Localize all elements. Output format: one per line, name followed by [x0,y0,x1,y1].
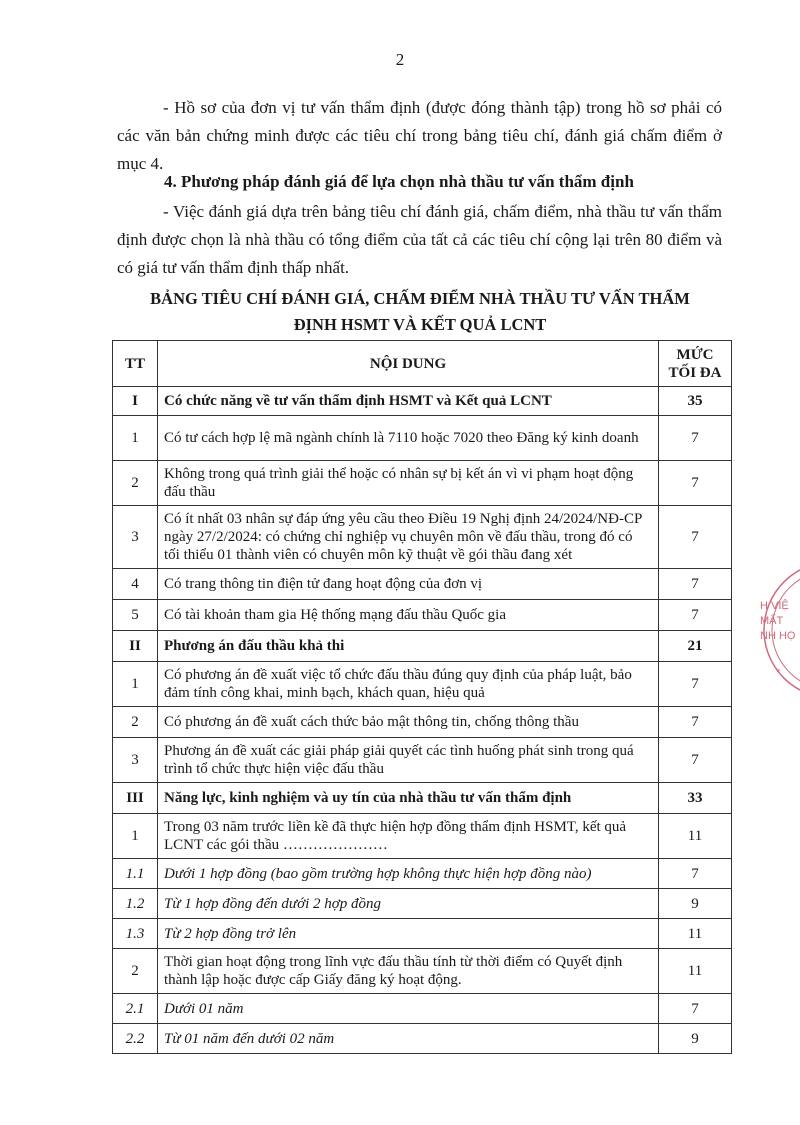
row-content: Có trang thông tin điện tử đang hoạt động của đơn vị [158,569,659,600]
row-tt: 4 [113,569,158,600]
row-content: Từ 2 hợp đồng trở lên [158,919,659,949]
row-points: 7 [659,662,732,707]
row-content: Trong 03 năm trước liền kề đã thực hiện hợp đồng thẩm định HSMT, kết quả LCNT các gói thầu ………………… [158,814,659,859]
row-tt: 3 [113,738,158,783]
seal-text-2: MẤT [760,615,784,627]
row-points: 35 [659,387,732,416]
row-content: Có chức năng về tư vấn thẩm định HSMT và Kết quả LCNT [158,387,659,416]
seal-text-1: H VIỆ [760,600,789,612]
row-tt: 1 [113,416,158,461]
row-tt: 2 [113,707,158,738]
row-points: 7 [659,994,732,1024]
table-title-line-2: ĐỊNH HSMT VÀ KẾT QUẢ LCNT [293,315,547,334]
table-row [113,994,732,1024]
row-content: Dưới 01 năm [158,994,659,1024]
section-heading-4: 4. Phương pháp đánh giá để lựa chọn nhà thầu tư vấn thẩm định [164,172,634,191]
seal-star: * [776,667,781,679]
row-content: Thời gian hoạt động trong lĩnh vực đấu thầu tính từ thời điểm có Quyết định thành lập hoặc được cấp Giấy đăng ký hoạt động. [158,949,659,994]
header-points [659,341,732,387]
row-tt: II [113,631,158,662]
table-row [113,919,732,949]
row-content: Năng lực, kinh nghiệm và uy tín của nhà thầu tư vấn thẩm định [158,783,659,814]
row-points: 7 [659,416,732,461]
table-title-line-1: BẢNG TIÊU CHÍ ĐÁNH GIÁ, CHẤM ĐIỂM NHÀ THẦU TƯ VẤN THẨM [150,289,690,308]
row-tt: 1.2 [113,889,158,919]
table-row [113,631,732,662]
row-tt: 2 [113,461,158,506]
criteria-table [112,340,732,1054]
row-content: Không trong quá trình giải thể hoặc có nhân sự bị kết án vì vi phạm hoạt động đấu thầu [158,461,659,506]
table-row [113,662,732,707]
table-row [113,859,732,889]
row-tt: 3 [113,506,158,569]
table-row [113,387,732,416]
red-seal-stamp [752,555,800,705]
row-tt: 2.1 [113,994,158,1024]
table-row [113,814,732,859]
table-row [113,738,732,783]
row-points: 7 [659,569,732,600]
table-row [113,707,732,738]
row-points: 11 [659,814,732,859]
row-content: Có phương án đề xuất việc tổ chức đấu thầu đúng quy định của pháp luật, bảo đảm tính công khai, minh bạch, khách quan, hiệu quả [158,662,659,707]
paragraph-evaluation: - Việc đánh giá dựa trên bảng tiêu chí đánh giá, chấm điểm, nhà thầu tư vấn thẩm định được chọn là nhà thầu có tổng điểm của tất cả các tiêu chí cộng lại trên 80 điểm và có giá tư vấn thẩm định thấp nhất. [117,202,722,277]
table-row [113,569,732,600]
header-tt: TT [113,341,158,387]
header-points-line-1: MỨC [676,346,714,363]
row-points: 21 [659,631,732,662]
row-content: Có ít nhất 03 nhân sự đáp ứng yêu cầu theo Điều 19 Nghị định 24/2024/NĐ-CP ngày 27/2/2024: có chứng chỉ nghiệp vụ chuyên môn về đấu thầu, trong đó có tối thiểu 01 thành viên có chuyên môn kỹ thuật về gói thầu đang xét [158,506,659,569]
row-points: 9 [659,1024,732,1054]
row-content: Từ 1 hợp đồng đến dưới 2 hợp đồng [158,889,659,919]
page-number: 2 [395,50,405,69]
seal-text-3: NH HỌ [760,630,796,642]
table-header-row [113,341,732,387]
row-points: 33 [659,783,732,814]
row-content: Phương án đấu thầu khả thi [158,631,659,662]
row-tt: 5 [113,600,158,631]
row-tt: 1 [113,662,158,707]
table-row [113,461,732,506]
row-content: Phương án đề xuất các giải pháp giải quyết các tình huống phát sinh trong quá trình tổ chức thực hiện việc đấu thầu [158,738,659,783]
row-points: 9 [659,889,732,919]
row-tt: III [113,783,158,814]
row-tt: 1.1 [113,859,158,889]
row-points: 7 [659,506,732,569]
table-row [113,506,732,569]
row-content: Có tư cách hợp lệ mã ngành chính là 7110 hoặc 7020 theo Đăng ký kinh doanh [158,416,659,461]
table-row [113,1024,732,1054]
row-content: Có phương án đề xuất cách thức bảo mật thông tin, chống thông thầu [158,707,659,738]
table-title [110,286,730,338]
row-tt: I [113,387,158,416]
row-content: Có tài khoản tham gia Hệ thống mạng đấu thầu Quốc gia [158,600,659,631]
row-content: Từ 01 năm đến dưới 02 năm [158,1024,659,1054]
row-points: 7 [659,600,732,631]
row-tt: 1.3 [113,919,158,949]
table-row [113,949,732,994]
header-content: NỘI DUNG [158,341,659,387]
row-tt: 1 [113,814,158,859]
header-points-line-2: TỐI ĐA [668,364,722,381]
row-points: 7 [659,461,732,506]
paragraph-dossier: - Hồ sơ của đơn vị tư vấn thẩm định (được đóng thành tập) trong hồ sơ phải có các văn bản chứng minh được các tiêu chí trong bảng tiêu chí, đánh giá chấm điểm ở mục 4. [117,98,722,173]
row-points: 11 [659,919,732,949]
table-row [113,889,732,919]
table-row [113,416,732,461]
row-tt: 2 [113,949,158,994]
row-tt: 2.2 [113,1024,158,1054]
row-points: 7 [659,859,732,889]
row-content: Dưới 1 hợp đồng (bao gồm trường hợp không thực hiện hợp đồng nào) [158,859,659,889]
row-points: 7 [659,707,732,738]
row-points: 7 [659,738,732,783]
table-row [113,600,732,631]
table-row [113,783,732,814]
row-points: 11 [659,949,732,994]
